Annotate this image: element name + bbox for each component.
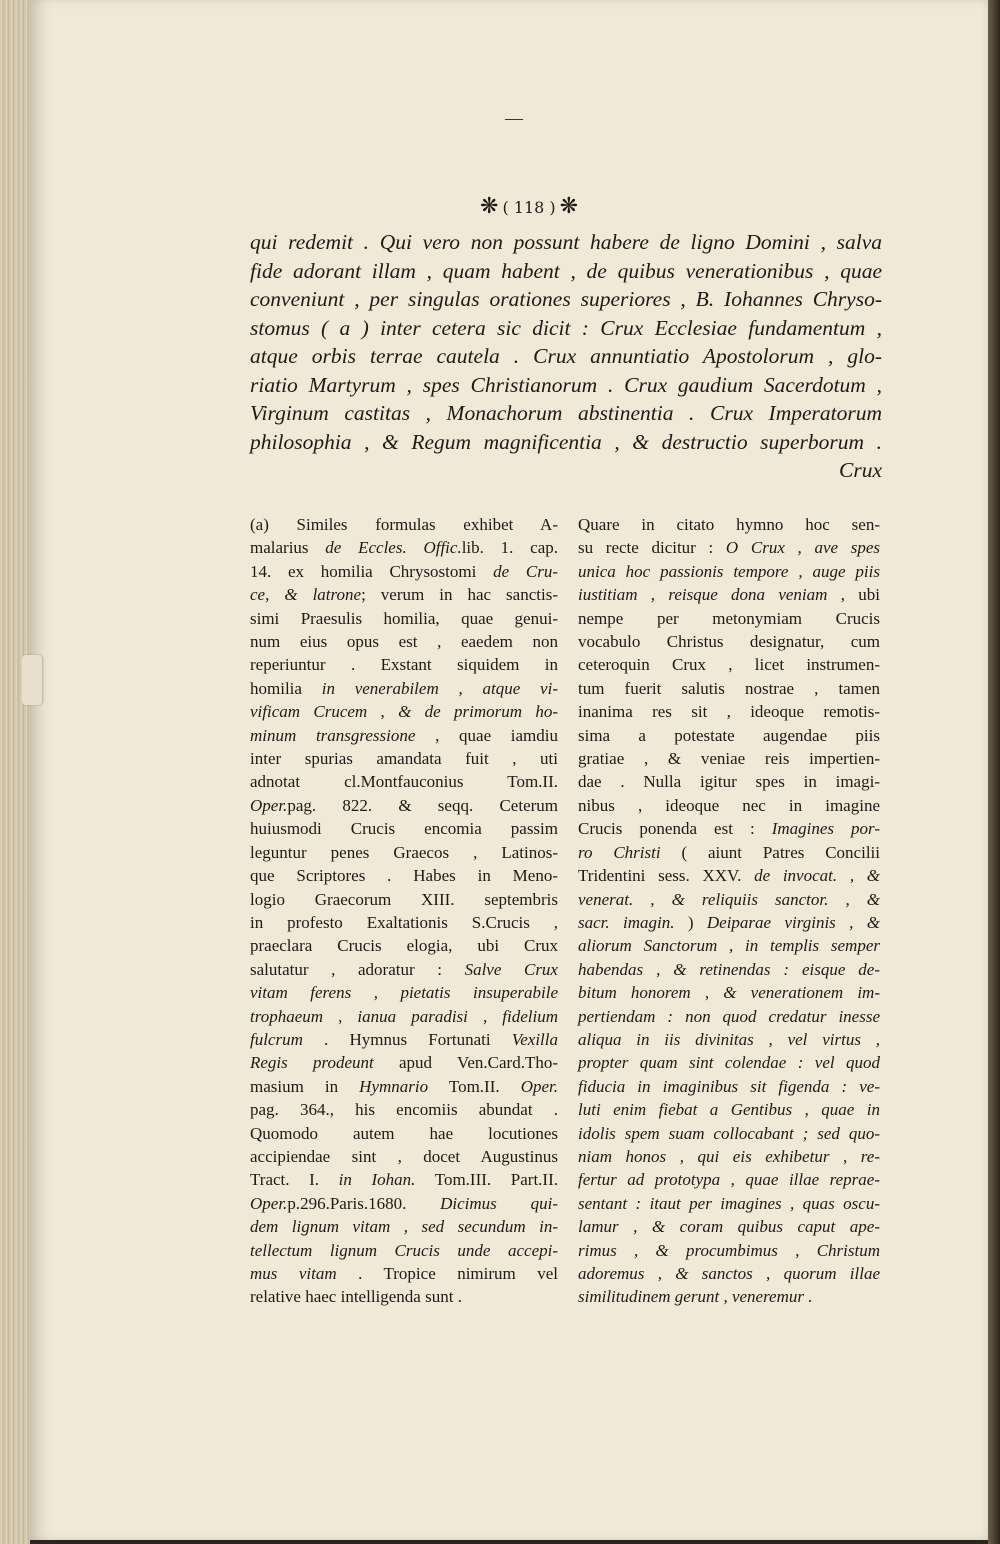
footnote-line [250,1075,558,1098]
footnote-text-run: de Eccles. Offic. [325,538,462,558]
footnote-line [578,1285,880,1308]
main-text-line: atque orbis terrae cautela . Crux annuntiatio Apostolorum , glo- [250,344,882,368]
footnote-column-right [578,513,880,1309]
footnote-text-run: fiducia in imaginibus sit figenda : ve- [578,1076,880,1096]
main-text-line: qui redemit . Qui vero non possunt habere de ligno Domini , salva [250,230,882,254]
footnote-text-run: Oper. [250,1193,288,1213]
footnote-text-run: luti enim fiebat a Gentibus , quae in [578,1100,880,1120]
footnote-text-run: vitam ferens , pietatis insuperabile [250,983,558,1003]
footnote-text-run: Hymnario [359,1076,429,1096]
floral-ornament-icon: ❋ [559,194,579,219]
footnote-line [250,513,558,536]
footnote-line [578,583,880,606]
footnote-text-run: p.296.Paris.1680. [287,1193,441,1213]
footnote-text-run: Tract. I. [250,1170,339,1190]
footnote-line [578,724,880,747]
page-header [480,190,660,224]
footnote-line [578,1145,880,1168]
footnote-line [578,747,880,770]
footnote-text-run: adoremus , & sanctos , quorum illae [578,1264,880,1283]
footnote-text-run: praeclara Crucis elogia, ubi Crux [250,936,558,956]
footnote-text-run: gratiae , & veniae reis impertien- [578,749,880,769]
footnote-text-run: (a) Similes formulas exhibet A- [250,515,558,534]
top-mark: — [505,108,523,128]
footnote-line [578,677,880,700]
footnote-text-run: Imagines por- [771,819,880,839]
footnote-line [578,1075,880,1098]
footnote-text-run: salutatur , adoratur : [250,959,465,979]
footnote-text-run: propter quam sint colendae : vel quod [578,1053,880,1073]
footnote-text-run: inanima res sit , ideoque remotis- [578,702,880,722]
footnote-line [250,747,558,770]
book-cover-edge [988,0,1000,1544]
footnote-text-run: ; verum in hac sanctis- [361,585,558,605]
footnote-text-run: rimus , & procumbimus , Christum [578,1240,880,1260]
footnote-line [250,607,558,630]
footnote-text-run: Oper. [520,1076,558,1096]
footnote-text-run: ) [674,912,707,932]
footnote-text-run: Tom.III. Part.II. [415,1170,558,1190]
footnote-text-run: inter spurias amandata fuit , uti [250,749,558,769]
footnote-line [250,911,558,934]
footnote-text-run: vificam Crucem , & de primorum ho- [250,702,558,722]
footnote-text-run: leguntur penes Graecos , Latinos- [250,842,558,862]
footnote-line [250,1168,558,1191]
footnote-line [578,958,880,981]
main-text-line: philosophia , & Regum magnificentia , & destructio superborum . [250,429,882,454]
footnote-text-run: relative haec intelligenda sunt . [250,1287,462,1307]
footnote-text-run: sima a potestate augendae piis [578,725,880,745]
footnote-line [578,1239,880,1262]
footnote-text-run: Tom.II. [428,1076,521,1096]
footnote-text-run: . Hymnus Fortunati [302,1029,512,1049]
footnote-line [578,911,880,934]
footnote-text-run: reperiuntur . Exstant siquidem in [250,655,558,675]
footnote-text-run: ceteroquin Crux , licet instrumen- [578,655,880,675]
footnote-line [578,1262,880,1285]
footnote-text-run: lib. 1. cap. [461,538,558,558]
footnote-line [250,1145,558,1168]
footnote-line [578,981,880,1004]
footnote-line [250,560,558,583]
footnote-line [578,653,880,676]
footnote-line [250,864,558,887]
footnote-text-run: ro Christi [578,842,661,862]
footnote-text-run: de Cru- [493,561,558,581]
footnote-text-run: dem lignum vitam , sed secundum in- [250,1217,558,1237]
footnote-text-run: , quae iamdiu [415,725,558,745]
footnote-text-run: masium in [250,1076,360,1096]
footnote-text-run: de invocat. , & [754,866,881,886]
footnote-text-run: vocabulo Christus designatur, cum [578,632,880,652]
footnote-line [250,724,558,747]
footnote-line [578,1098,880,1121]
footnote-text-run: ( aiunt Patres Concilii [660,842,880,862]
footnote-line [578,1122,880,1145]
footnote-text-run: que Scriptores . Habes in Meno- [250,866,558,886]
page-tab-marker [22,655,42,705]
footnote-line [250,1192,558,1215]
footnote-text-run: Dicimus qui- [440,1193,559,1213]
footnote-line [578,560,880,583]
footnote-text-run: lamur , & coram quibus caput ape- [578,1217,880,1237]
footnote-text-run: dae . Nulla igitur spes in imagi- [578,772,880,792]
footnote-line [250,888,558,911]
footnote-text-run: minum transgressione [250,725,416,745]
footnote-text-run: venerat. , & reliquiis sanctor. , & [578,889,880,909]
footnote-text-run: Deiparae virginis , & [706,912,880,932]
footnote-line [578,1028,880,1051]
footnote-text-run: habendas , & retinendas : eisque de- [578,959,880,979]
footnote-text-run: in profesto Exaltationis S.Crucis , [250,912,558,932]
footnote-text-run: O Crux , ave spes [725,538,880,558]
footnote-text-run: fulcrum [250,1029,303,1049]
footnote-line [250,583,558,606]
footnote-text-run: Salve Crux [464,959,558,979]
footnote-line [578,888,880,911]
footnote-line [250,1028,558,1051]
footnote-line [250,1122,558,1145]
footnote-line [250,1215,558,1238]
footnote-line [250,677,558,700]
footnote-text-run: Tridentini sess. XXV. [578,866,755,886]
footnote-text-run: nibus , ideoque nec in imagine [578,795,880,815]
footnote-line [250,1098,558,1121]
footnote-line [578,1192,880,1215]
footnote-line [250,653,558,676]
footnote-text-run: accipiendae sint , docet Augustinus [250,1146,558,1166]
footnote-text-run: pag. 364., his encomiis abundat . [250,1100,558,1120]
footnote-line [250,1285,558,1308]
footnote-line [250,536,558,559]
footnote-text-run: Oper. [250,795,288,815]
main-text-line: stomus ( a ) inter cetera sic dicit : Crux Ecclesiae fundamentum , [250,315,882,340]
footnote-line [578,817,880,840]
footnote-text-run: Regis prodeunt [250,1053,374,1073]
footnote-text-run: Quare in citato hymno hoc sen- [578,515,880,534]
main-text-block [250,228,882,485]
footnote-line [578,864,880,887]
footnote-line [578,630,880,653]
footnote-line [250,794,558,817]
catchword: Crux [839,458,882,482]
main-text-line: riatio Martyrum , spes Christianorum . Crux gaudium Sacerdotum , [250,372,882,397]
footnote-text-run: malarius [250,538,326,558]
footnote-line [250,1051,558,1074]
footnote-text-run: homilia [250,678,322,698]
footnote-line [250,958,558,981]
main-text-line: fide adorant illam , quam habent , de quibus venerationibus , quae [250,258,882,283]
footnote-text-run: unica hoc passionis tempore , auge piis [578,561,880,581]
footnote-text-run: ce, & latrone [250,585,362,605]
footnote-text-run: nempe per metonymiam Crucis [578,608,880,628]
footnote-text-run: fertur ad prototypa , quae illae reprae- [578,1170,880,1190]
footnote-text-run: apud Ven.Card.Tho- [373,1053,558,1073]
footnote-text-run: sacr. imagin. [578,912,675,932]
footnote-line [250,700,558,723]
main-text-line: Virginum castitas , Monachorum abstinentia . Crux Imperatorum [250,401,882,425]
footnote-line [250,934,558,957]
footnote-text-run: pag. 822. & seqq. Ceterum [287,795,558,815]
footnote-text-run: aliorum Sanctorum , in templis semper [578,936,880,956]
footnote-text-run: trophaeum , ianua paradisi , fidelium [250,1006,558,1026]
footnote-line [578,1005,880,1028]
footnote-line [578,1215,880,1238]
page-number: ( 118 ) [502,197,556,217]
footnote-text-run: pertiendam : non quod credatur inesse [578,1006,880,1026]
floral-ornament-icon: ❋ [480,194,499,219]
footnote-line [578,841,880,864]
footnote-line [578,934,880,957]
footnote-line [578,1051,880,1074]
footnote-text-run: 14. ex homilia Chrysostomi [250,561,494,581]
footnote-text-run: su recte dicitur : [578,538,726,558]
footnote-line [250,981,558,1004]
footnote-text-run: simi Praesulis homilia, quae genui- [250,608,558,628]
footnote-text-run: mus vitam [250,1264,337,1283]
footnote-line [578,700,880,723]
footnote-line [578,536,880,559]
footnote-text-run: Crucis ponenda est : [578,819,772,839]
footnote-text-run: aliqua in iis divinitas , vel virtus , [578,1029,880,1049]
footnote-text-run: bitum honorem , & venerationem im- [578,983,880,1003]
footnote-text-run: iustitiam , reisque dona veniam [578,585,828,605]
footnote-text-run: logio Graecorum XIII. septembris [250,889,558,909]
footnote-line [578,607,880,630]
footnote-text-run: in Iohan. [338,1170,416,1190]
footnote-text-run: num eius opus est , eaedem non [250,632,558,652]
footnote-text-run: Vexilla [511,1029,558,1049]
book-page-edges [0,0,30,1544]
footnote-text-run: tellectum lignum Crucis unde accepi- [250,1240,558,1260]
footnote-line [578,770,880,793]
footnote-text-run: adnotat cl.Montfauconius Tom.II. [250,772,558,792]
footnote-column-left [250,513,558,1309]
footnote-line [578,794,880,817]
footnote-text-run: idolis spem suam collocabant ; sed quo- [578,1123,880,1143]
footnote-line [250,1239,558,1262]
footnote-line [250,1005,558,1028]
footnote-text-run: niam honos , qui eis exhibetur , re- [578,1146,880,1166]
main-text-line: conveniunt , per singulas orationes superiores , B. Iohannes Chryso- [250,287,882,311]
footnote-line [250,841,558,864]
footnote-line [250,817,558,840]
footnote-text-run: similitudinem gerunt , veneremur . [578,1287,813,1307]
footnote-text-run: . Tropice nimirum vel [336,1264,558,1283]
footnote-text-run: sentant : itaut per imagines , quas oscu- [578,1193,880,1213]
footnote-line [250,770,558,793]
footnote-text-run: Quomodo autem hae locutiones [250,1123,558,1143]
footnote-line [578,513,880,536]
footnote-line [250,630,558,653]
footnote-text-run: tum fuerit salutis nostrae , tamen [578,678,880,698]
footnote-text-run: , ubi [827,585,880,605]
footnote-line [578,1168,880,1191]
footnote-text-run: huiusmodi Crucis encomia passim [250,819,558,839]
footnote-line [250,1262,558,1285]
footnote-text-run: in venerabilem , atque vi- [321,678,558,698]
